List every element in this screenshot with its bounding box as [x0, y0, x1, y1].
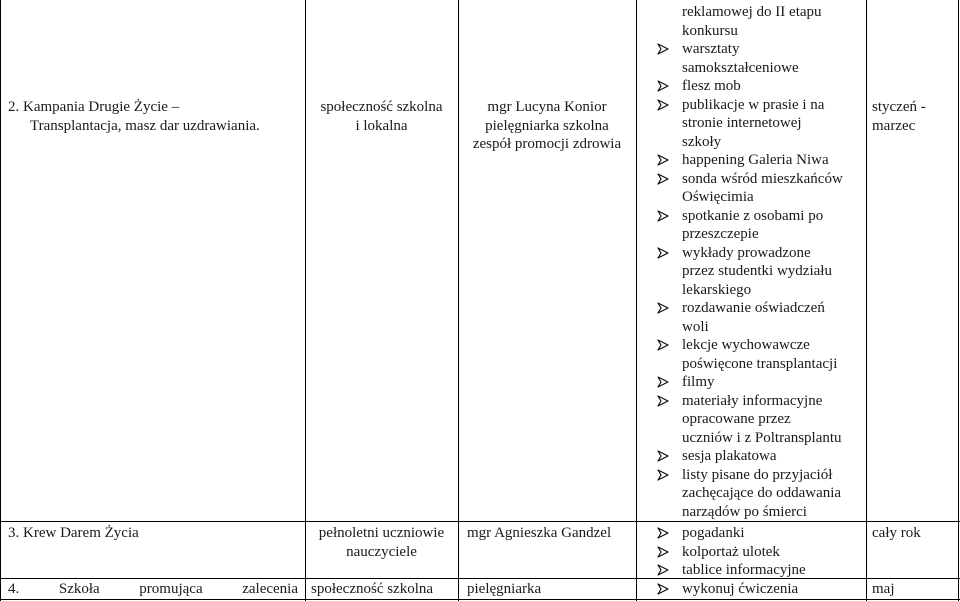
- bullet-arrow-icon: [657, 99, 669, 117]
- row-4-responsible: pielęgniarka: [467, 581, 542, 597]
- activity-item-5-line-0: spotkanie z osobami po: [682, 207, 824, 224]
- activity-item-7-line-0: rozdawanie oświadczeń: [682, 300, 825, 316]
- row-4-audience: społeczność szkolna: [311, 581, 434, 597]
- activity-item-6-line-0: wykłady prowadzone: [682, 244, 811, 261]
- bullet-arrow-icon: [657, 173, 669, 191]
- row-4-title-word-4: zalecenia: [242, 581, 298, 597]
- row-2-title-line-2: Transplantacja, masz dar uzdrawiania.: [30, 117, 260, 134]
- activity-item-2-line-2: szkoły: [682, 133, 722, 150]
- row-2-responsible-line-3: zespół promocji zdrowia: [472, 136, 622, 152]
- row-4-title-word-2: Szkoła: [58, 581, 100, 597]
- bullet-arrow-icon: [657, 395, 669, 413]
- activity-item-0-line-1: samokształceniowe: [682, 59, 799, 76]
- row-2-responsible-line-1: mgr Lucyna Konior: [487, 99, 607, 115]
- activity-item-7-line-1: woli: [682, 318, 709, 335]
- column-divider-3: [636, 0, 637, 601]
- activity-item-10-line-1: opracowane przez: [682, 411, 791, 427]
- row-3-audience-line-2: nauczyciele: [346, 543, 417, 560]
- activity-item-10-line-2: uczniów i z Poltransplantu: [682, 429, 842, 446]
- table-border-bottom: [0, 599, 960, 600]
- activity-item-11-line-0: sesja plakatowa: [682, 448, 777, 464]
- bullet-arrow-icon: [657, 583, 669, 601]
- bullet-arrow-icon: [657, 527, 669, 545]
- bullet-arrow-icon: [657, 376, 669, 394]
- activity-item-6-line-2: lekarskiego: [682, 281, 752, 298]
- activity-item-12-line-1: zachęcające do oddawania: [682, 485, 842, 501]
- activity-item-12-line-2: narządów po śmierci: [682, 503, 807, 520]
- row-3-audience: [305, 524, 458, 561]
- activity-item-12-line-0: listy pisane do przyjaciół: [682, 466, 833, 483]
- row-2-responsible: [458, 98, 636, 154]
- bullet-arrow-icon: [657, 450, 669, 468]
- activity-item-1-line-0: flesz mob: [682, 78, 741, 94]
- bullet-arrow-icon: [657, 210, 669, 228]
- column-divider-2: [458, 0, 459, 601]
- row-2-intro-line-1: reklamowej do II etapu: [682, 4, 822, 20]
- bullet-arrow-icon: [657, 564, 669, 582]
- bullet-arrow-icon: [657, 43, 669, 61]
- row-divider-2-3: [0, 521, 960, 522]
- table-border-left: [0, 0, 1, 601]
- activity-item-5-line-1: przeszczepie: [682, 226, 759, 242]
- bullet-arrow-icon: [657, 339, 669, 357]
- activity-item-2-line-1: stronie internetowej: [682, 115, 802, 131]
- row-4-title: [8, 580, 298, 599]
- row-2-term: [872, 98, 958, 135]
- row-2-intro-line-2: konkursu: [682, 22, 738, 39]
- bullet-arrow-icon: [657, 302, 669, 320]
- row-divider-3-4: [0, 578, 960, 579]
- column-divider-1: [305, 0, 306, 601]
- bullet-arrow-icon: [657, 469, 669, 487]
- row-4-activity-item: wykonuj ćwiczenia: [682, 581, 799, 597]
- bullet-arrow-icon: [657, 546, 669, 564]
- activity-item-8-line-1: poświęcone transplantacji: [682, 355, 838, 372]
- activity-item-10-line-0: materiały informacyjne: [682, 392, 823, 409]
- activity-item-8-line-0: lekcje wychowawcze: [682, 337, 810, 353]
- row-4-title-word-3: promująca: [139, 581, 203, 597]
- activity-item-4-line-0: sonda wśród mieszkańców: [682, 170, 843, 187]
- bullet-arrow-icon: [657, 80, 669, 98]
- activity-item-4-line-1: Oświęcimia: [682, 189, 754, 205]
- row-3-activity-item-2: tablice informacyjne: [682, 562, 806, 578]
- activity-item-2-line-0: publikacje w prasie i na: [682, 96, 825, 113]
- row-2-title-line-1: 2. Kampania Drugie Życie –: [8, 99, 180, 115]
- table-border-right: [958, 0, 959, 601]
- row-3-title: 3. Krew Darem Życia: [8, 525, 139, 541]
- row-2-audience-line-1: społeczność szkolna: [320, 99, 443, 115]
- row-3-responsible: mgr Agnieszka Gandzel: [467, 525, 612, 541]
- row-2-term-line-1: styczeń -: [872, 99, 926, 115]
- row-3-activity-item-0: pogadanki: [682, 525, 745, 541]
- activity-item-9-line-0: filmy: [682, 374, 715, 390]
- row-3-activity-item-1: kolportaż ulotek: [682, 543, 780, 560]
- bullet-arrow-icon: [657, 154, 669, 172]
- row-2-responsible-line-2: pielęgniarka szkolna: [485, 117, 609, 134]
- row-4-term: maj: [872, 581, 895, 597]
- bullet-arrow-icon: [657, 247, 669, 265]
- row-3-term: cały rok: [872, 525, 921, 541]
- row-2-audience-line-2: i lokalna: [355, 117, 408, 134]
- activity-item-0-line-0: warsztaty: [682, 41, 740, 57]
- row-2-title: [8, 98, 305, 135]
- activity-item-3-line-0: happening Galeria Niwa: [682, 152, 829, 168]
- row-2-term-line-2: marzec: [872, 117, 916, 134]
- activity-item-6-line-1: przez studentki wydziału: [682, 263, 832, 279]
- row-2-audience: [305, 98, 458, 135]
- row-3-audience-line-1: pełnoletni uczniowie: [318, 525, 445, 541]
- row-4-title-word-1: 4.: [8, 581, 20, 597]
- column-divider-4: [866, 0, 867, 601]
